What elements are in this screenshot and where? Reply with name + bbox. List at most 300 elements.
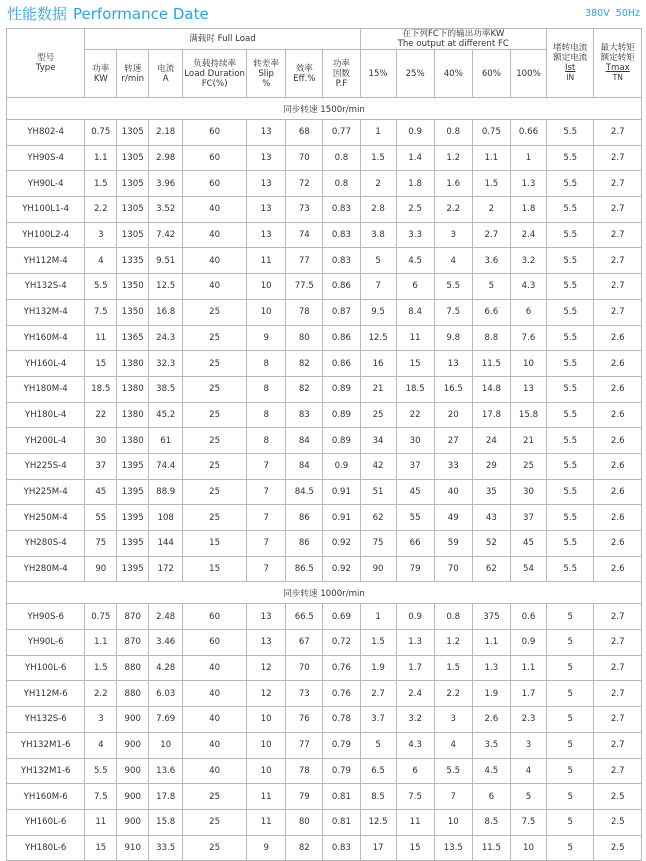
value-cell: 1395 [117, 479, 149, 505]
value-cell: 22 [396, 402, 434, 428]
voltage-label: 380V [585, 8, 610, 19]
value-cell: 0.76 [323, 681, 360, 707]
output-header: 在下列FC下的输出功率KW The output at different FC [360, 29, 547, 50]
model-cell: YH132M-4 [7, 299, 85, 325]
value-cell: 11.5 [472, 351, 510, 377]
value-cell: 75 [85, 531, 117, 557]
value-cell: 29 [472, 453, 510, 479]
value-cell: 40 [434, 479, 472, 505]
value-cell: 7 [247, 556, 286, 582]
table-body [7, 98, 642, 861]
value-cell: 1.7 [396, 655, 434, 681]
value-cell: 5.5 [547, 453, 594, 479]
value-cell: 1380 [117, 402, 149, 428]
table-row [7, 222, 642, 248]
value-cell: 4 [510, 758, 546, 784]
value-cell: 45 [396, 479, 434, 505]
model-cell: YH112M-4 [7, 248, 85, 274]
value-cell: 2.6 [594, 351, 642, 377]
value-cell: 6 [472, 784, 510, 810]
value-cell: 0.91 [323, 505, 360, 531]
value-cell: 0.83 [323, 248, 360, 274]
value-cell: 0.66 [510, 120, 546, 146]
value-cell: 6.03 [149, 681, 183, 707]
value-cell: 32.3 [149, 351, 183, 377]
value-cell: 12.5 [360, 809, 396, 835]
value-cell: 18.5 [396, 376, 434, 402]
voltage-frequency [585, 8, 640, 19]
section-row [7, 582, 642, 604]
value-cell: 5.5 [547, 299, 594, 325]
value-cell: 0.9 [396, 604, 434, 630]
value-cell: 3 [510, 732, 546, 758]
table-row [7, 556, 642, 582]
value-cell: 5.5 [547, 351, 594, 377]
value-cell: 0.9 [510, 630, 546, 656]
fc-15-header: 15% [360, 50, 396, 98]
value-cell: 3.96 [149, 171, 183, 197]
table-row [7, 707, 642, 733]
value-cell: 2.48 [149, 604, 183, 630]
value-cell: 4 [434, 732, 472, 758]
value-cell: 5.5 [547, 402, 594, 428]
value-cell: 2.7 [594, 120, 642, 146]
value-cell: 66 [396, 531, 434, 557]
value-cell: 1380 [117, 376, 149, 402]
value-cell: 5.5 [547, 531, 594, 557]
value-cell: 0.91 [323, 479, 360, 505]
value-cell: 7.5 [85, 299, 117, 325]
value-cell: 2.98 [149, 145, 183, 171]
value-cell: 0.92 [323, 531, 360, 557]
value-cell: 375 [472, 604, 510, 630]
value-cell: 9.8 [434, 325, 472, 351]
model-cell: YH132S-4 [7, 274, 85, 300]
value-cell: 5 [547, 732, 594, 758]
value-cell: 2.6 [594, 453, 642, 479]
value-cell: 2.7 [594, 145, 642, 171]
value-cell: 82 [286, 835, 323, 861]
table-row [7, 809, 642, 835]
value-cell: 61 [149, 428, 183, 454]
value-cell: 60 [183, 120, 247, 146]
value-cell: 0.8 [434, 120, 472, 146]
value-cell: 5 [547, 681, 594, 707]
value-cell: 5 [547, 630, 594, 656]
table-row [7, 505, 642, 531]
value-cell: 5.5 [547, 274, 594, 300]
value-cell: 5.5 [547, 197, 594, 223]
value-cell: 62 [360, 505, 396, 531]
value-cell: 40 [183, 655, 247, 681]
value-cell: 84.5 [286, 479, 323, 505]
value-cell: 1 [360, 120, 396, 146]
value-cell: 11.5 [472, 835, 510, 861]
value-cell: 76 [286, 707, 323, 733]
value-cell: 15 [85, 835, 117, 861]
model-cell: YH225S-4 [7, 453, 85, 479]
value-cell: 2.8 [360, 197, 396, 223]
value-cell: 7 [247, 531, 286, 557]
table-row [7, 784, 642, 810]
value-cell: 910 [117, 835, 149, 861]
value-cell: 5 [547, 758, 594, 784]
value-cell: 12.5 [360, 325, 396, 351]
value-cell: 8 [247, 351, 286, 377]
model-cell: YH280M-4 [7, 556, 85, 582]
value-cell: 1.5 [360, 630, 396, 656]
value-cell: 5.5 [547, 248, 594, 274]
value-cell: 45 [85, 479, 117, 505]
value-cell: 5.5 [547, 376, 594, 402]
value-cell: 8 [247, 376, 286, 402]
value-cell: 1.3 [396, 630, 434, 656]
value-cell: 1305 [117, 197, 149, 223]
model-cell: YH160L-6 [7, 809, 85, 835]
value-cell: 0.79 [323, 732, 360, 758]
value-cell: 13.5 [434, 835, 472, 861]
section-label: 同步转速 1000r/min [7, 582, 642, 604]
value-cell: 7.5 [396, 784, 434, 810]
value-cell: 25 [510, 453, 546, 479]
value-cell: 80 [286, 809, 323, 835]
value-cell: 0.86 [323, 325, 360, 351]
value-cell: 40 [183, 732, 247, 758]
value-cell: 79 [396, 556, 434, 582]
value-cell: 49 [434, 505, 472, 531]
value-cell: 1.9 [472, 681, 510, 707]
value-cell: 2.6 [594, 428, 642, 454]
value-cell: 0.92 [323, 556, 360, 582]
value-cell: 13 [247, 171, 286, 197]
power-factor-header: 功率 因数 P.F [323, 50, 360, 98]
value-cell: 5 [547, 707, 594, 733]
value-cell: 2.7 [472, 222, 510, 248]
value-cell: 3 [434, 222, 472, 248]
model-cell: YH100L1-4 [7, 197, 85, 223]
value-cell: 880 [117, 681, 149, 707]
value-cell: 4 [85, 248, 117, 274]
value-cell: 8.5 [360, 784, 396, 810]
value-cell: 1.9 [360, 655, 396, 681]
value-cell: 27 [434, 428, 472, 454]
value-cell: 25 [183, 299, 247, 325]
value-cell: 0.86 [323, 274, 360, 300]
value-cell: 13 [247, 630, 286, 656]
value-cell: 0.69 [323, 604, 360, 630]
value-cell: 1305 [117, 222, 149, 248]
value-cell: 5.5 [547, 325, 594, 351]
frequency-label: 50Hz [615, 8, 640, 19]
value-cell: 13 [247, 197, 286, 223]
value-cell: 24 [472, 428, 510, 454]
value-cell: 25 [183, 505, 247, 531]
value-cell: 13 [247, 222, 286, 248]
value-cell: 5.5 [547, 145, 594, 171]
value-cell: 7.6 [510, 325, 546, 351]
value-cell: 1395 [117, 453, 149, 479]
value-cell: 2.7 [594, 630, 642, 656]
table-row [7, 120, 642, 146]
value-cell: 108 [149, 505, 183, 531]
value-cell: 78 [286, 299, 323, 325]
value-cell: 25 [360, 402, 396, 428]
value-cell: 0.81 [323, 809, 360, 835]
value-cell: 2.5 [594, 835, 642, 861]
value-cell: 3 [434, 707, 472, 733]
value-cell: 67 [286, 630, 323, 656]
table-row [7, 351, 642, 377]
value-cell: 13 [247, 145, 286, 171]
value-cell: 1305 [117, 145, 149, 171]
value-cell: 1305 [117, 171, 149, 197]
value-cell: 37 [85, 453, 117, 479]
value-cell: 59 [434, 531, 472, 557]
value-cell: 10 [149, 732, 183, 758]
value-cell: 0.79 [323, 758, 360, 784]
value-cell: 2.6 [594, 402, 642, 428]
section-row [7, 98, 642, 120]
value-cell: 5.5 [434, 758, 472, 784]
model-cell: YH180L-4 [7, 402, 85, 428]
value-cell: 4.5 [472, 758, 510, 784]
value-cell: 10 [247, 732, 286, 758]
value-cell: 0.78 [323, 707, 360, 733]
value-cell: 2.2 [85, 197, 117, 223]
value-cell: 0.76 [323, 655, 360, 681]
value-cell: 43 [472, 505, 510, 531]
value-cell: 3.46 [149, 630, 183, 656]
value-cell: 900 [117, 809, 149, 835]
value-cell: 25 [183, 835, 247, 861]
value-cell: 84 [286, 428, 323, 454]
value-cell: 3.6 [472, 248, 510, 274]
value-cell: 4 [85, 732, 117, 758]
value-cell: 11 [85, 325, 117, 351]
model-cell: YH132M1-6 [7, 758, 85, 784]
value-cell: 37 [510, 505, 546, 531]
value-cell: 1.1 [472, 145, 510, 171]
value-cell: 86 [286, 505, 323, 531]
value-cell: 4.3 [510, 274, 546, 300]
value-cell: 10 [247, 758, 286, 784]
value-cell: 30 [85, 428, 117, 454]
value-cell: 1.2 [434, 630, 472, 656]
value-cell: 7 [360, 274, 396, 300]
value-cell: 2.7 [594, 171, 642, 197]
value-cell: 86 [286, 531, 323, 557]
value-cell: 2.7 [594, 197, 642, 223]
value-cell: 16.5 [434, 376, 472, 402]
value-cell: 6.5 [360, 758, 396, 784]
ist-header: 堵转电流 额定电流 Ist IN [547, 29, 594, 98]
value-cell: 0.9 [323, 453, 360, 479]
table-row [7, 376, 642, 402]
value-cell: 11 [85, 809, 117, 835]
value-cell: 68 [286, 120, 323, 146]
value-cell: 1.5 [360, 145, 396, 171]
duration-header: 负载持续率 Load Duration FC(%) [183, 50, 247, 98]
value-cell: 2.5 [396, 197, 434, 223]
value-cell: 54 [510, 556, 546, 582]
value-cell: 12.5 [149, 274, 183, 300]
value-cell: 74.4 [149, 453, 183, 479]
value-cell: 2.4 [510, 222, 546, 248]
value-cell: 45 [510, 531, 546, 557]
value-cell: 4.5 [396, 248, 434, 274]
value-cell: 8.8 [472, 325, 510, 351]
value-cell: 7.42 [149, 222, 183, 248]
value-cell: 10 [247, 707, 286, 733]
value-cell: 1350 [117, 274, 149, 300]
model-cell: YH90L-4 [7, 171, 85, 197]
value-cell: 13 [434, 351, 472, 377]
value-cell: 30 [396, 428, 434, 454]
value-cell: 0.89 [323, 428, 360, 454]
value-cell: 1.5 [85, 171, 117, 197]
model-cell: YH225M-4 [7, 479, 85, 505]
value-cell: 7 [247, 453, 286, 479]
value-cell: 0.8 [323, 145, 360, 171]
value-cell: 2.7 [594, 681, 642, 707]
value-cell: 7.69 [149, 707, 183, 733]
value-cell: 1.5 [434, 655, 472, 681]
value-cell: 3 [85, 222, 117, 248]
value-cell: 172 [149, 556, 183, 582]
value-cell: 2.7 [594, 299, 642, 325]
value-cell: 7.5 [85, 784, 117, 810]
value-cell: 11 [396, 809, 434, 835]
value-cell: 1.7 [510, 681, 546, 707]
value-cell: 77 [286, 248, 323, 274]
value-cell: 8 [247, 428, 286, 454]
fc-60-header: 60% [472, 50, 510, 98]
value-cell: 6 [510, 299, 546, 325]
value-cell: 15 [183, 556, 247, 582]
value-cell: 5.5 [547, 120, 594, 146]
fc-25-header: 25% [396, 50, 434, 98]
value-cell: 12 [247, 655, 286, 681]
value-cell: 1.5 [85, 655, 117, 681]
speed-header: 转速 r/min [117, 50, 149, 98]
value-cell: 22 [85, 402, 117, 428]
model-cell: YH180L-6 [7, 835, 85, 861]
model-cell: YH200L-4 [7, 428, 85, 454]
value-cell: 25 [183, 325, 247, 351]
table-row [7, 655, 642, 681]
value-cell: 9.5 [360, 299, 396, 325]
value-cell: 17.8 [149, 784, 183, 810]
value-cell: 2.4 [396, 681, 434, 707]
value-cell: 35 [472, 479, 510, 505]
value-cell: 1 [360, 604, 396, 630]
value-cell: 900 [117, 707, 149, 733]
value-cell: 2.6 [594, 531, 642, 557]
value-cell: 5.5 [547, 556, 594, 582]
value-cell: 5.5 [547, 222, 594, 248]
value-cell: 40 [183, 274, 247, 300]
value-cell: 82 [286, 376, 323, 402]
value-cell: 2.18 [149, 120, 183, 146]
table-row [7, 171, 642, 197]
model-cell: YH802-4 [7, 120, 85, 146]
value-cell: 3.7 [360, 707, 396, 733]
value-cell: 25 [183, 402, 247, 428]
table-row [7, 197, 642, 223]
value-cell: 1.1 [472, 630, 510, 656]
table-row [7, 402, 642, 428]
value-cell: 75 [360, 531, 396, 557]
value-cell: 2.7 [594, 707, 642, 733]
tmax-header: 最大转矩 额定转矩 Tmax TN [594, 29, 642, 98]
value-cell: 3.3 [396, 222, 434, 248]
value-cell: 2.6 [472, 707, 510, 733]
value-cell: 73 [286, 681, 323, 707]
value-cell: 73 [286, 197, 323, 223]
value-cell: 5.5 [547, 479, 594, 505]
value-cell: 1.3 [472, 655, 510, 681]
value-cell: 6.6 [472, 299, 510, 325]
value-cell: 2.7 [594, 248, 642, 274]
value-cell: 25 [183, 428, 247, 454]
value-cell: 55 [396, 505, 434, 531]
value-cell: 900 [117, 784, 149, 810]
value-cell: 2.7 [594, 274, 642, 300]
value-cell: 70 [286, 655, 323, 681]
model-cell: YH100L-6 [7, 655, 85, 681]
value-cell: 72 [286, 171, 323, 197]
value-cell: 51 [360, 479, 396, 505]
value-cell: 10 [247, 299, 286, 325]
value-cell: 2.6 [594, 479, 642, 505]
value-cell: 2 [360, 171, 396, 197]
value-cell: 1365 [117, 325, 149, 351]
value-cell: 17.8 [472, 402, 510, 428]
value-cell: 13 [247, 604, 286, 630]
value-cell: 70 [286, 145, 323, 171]
section-label: 同步转速 1500r/min [7, 98, 642, 120]
current-header: 电流 A [149, 50, 183, 98]
title-cn: 性能数据 [7, 5, 68, 23]
value-cell: 60 [183, 171, 247, 197]
fc-100-header: 100% [510, 50, 546, 98]
value-cell: 2.6 [594, 325, 642, 351]
value-cell: 900 [117, 758, 149, 784]
value-cell: 880 [117, 655, 149, 681]
value-cell: 9 [247, 325, 286, 351]
value-cell: 60 [183, 604, 247, 630]
value-cell: 15 [183, 531, 247, 557]
value-cell: 25 [183, 376, 247, 402]
value-cell: 0.75 [85, 120, 117, 146]
value-cell: 16 [360, 351, 396, 377]
page-title [7, 3, 209, 24]
value-cell: 0.89 [323, 402, 360, 428]
value-cell: 1395 [117, 556, 149, 582]
value-cell: 40 [183, 197, 247, 223]
value-cell: 30 [510, 479, 546, 505]
value-cell: 2.2 [434, 681, 472, 707]
value-cell: 5 [547, 784, 594, 810]
value-cell: 25 [183, 784, 247, 810]
value-cell: 25 [183, 453, 247, 479]
value-cell: 0.77 [323, 120, 360, 146]
model-cell: YH250M-4 [7, 505, 85, 531]
value-cell: 0.81 [323, 784, 360, 810]
value-cell: 1.5 [472, 171, 510, 197]
value-cell: 1395 [117, 505, 149, 531]
table-row [7, 758, 642, 784]
